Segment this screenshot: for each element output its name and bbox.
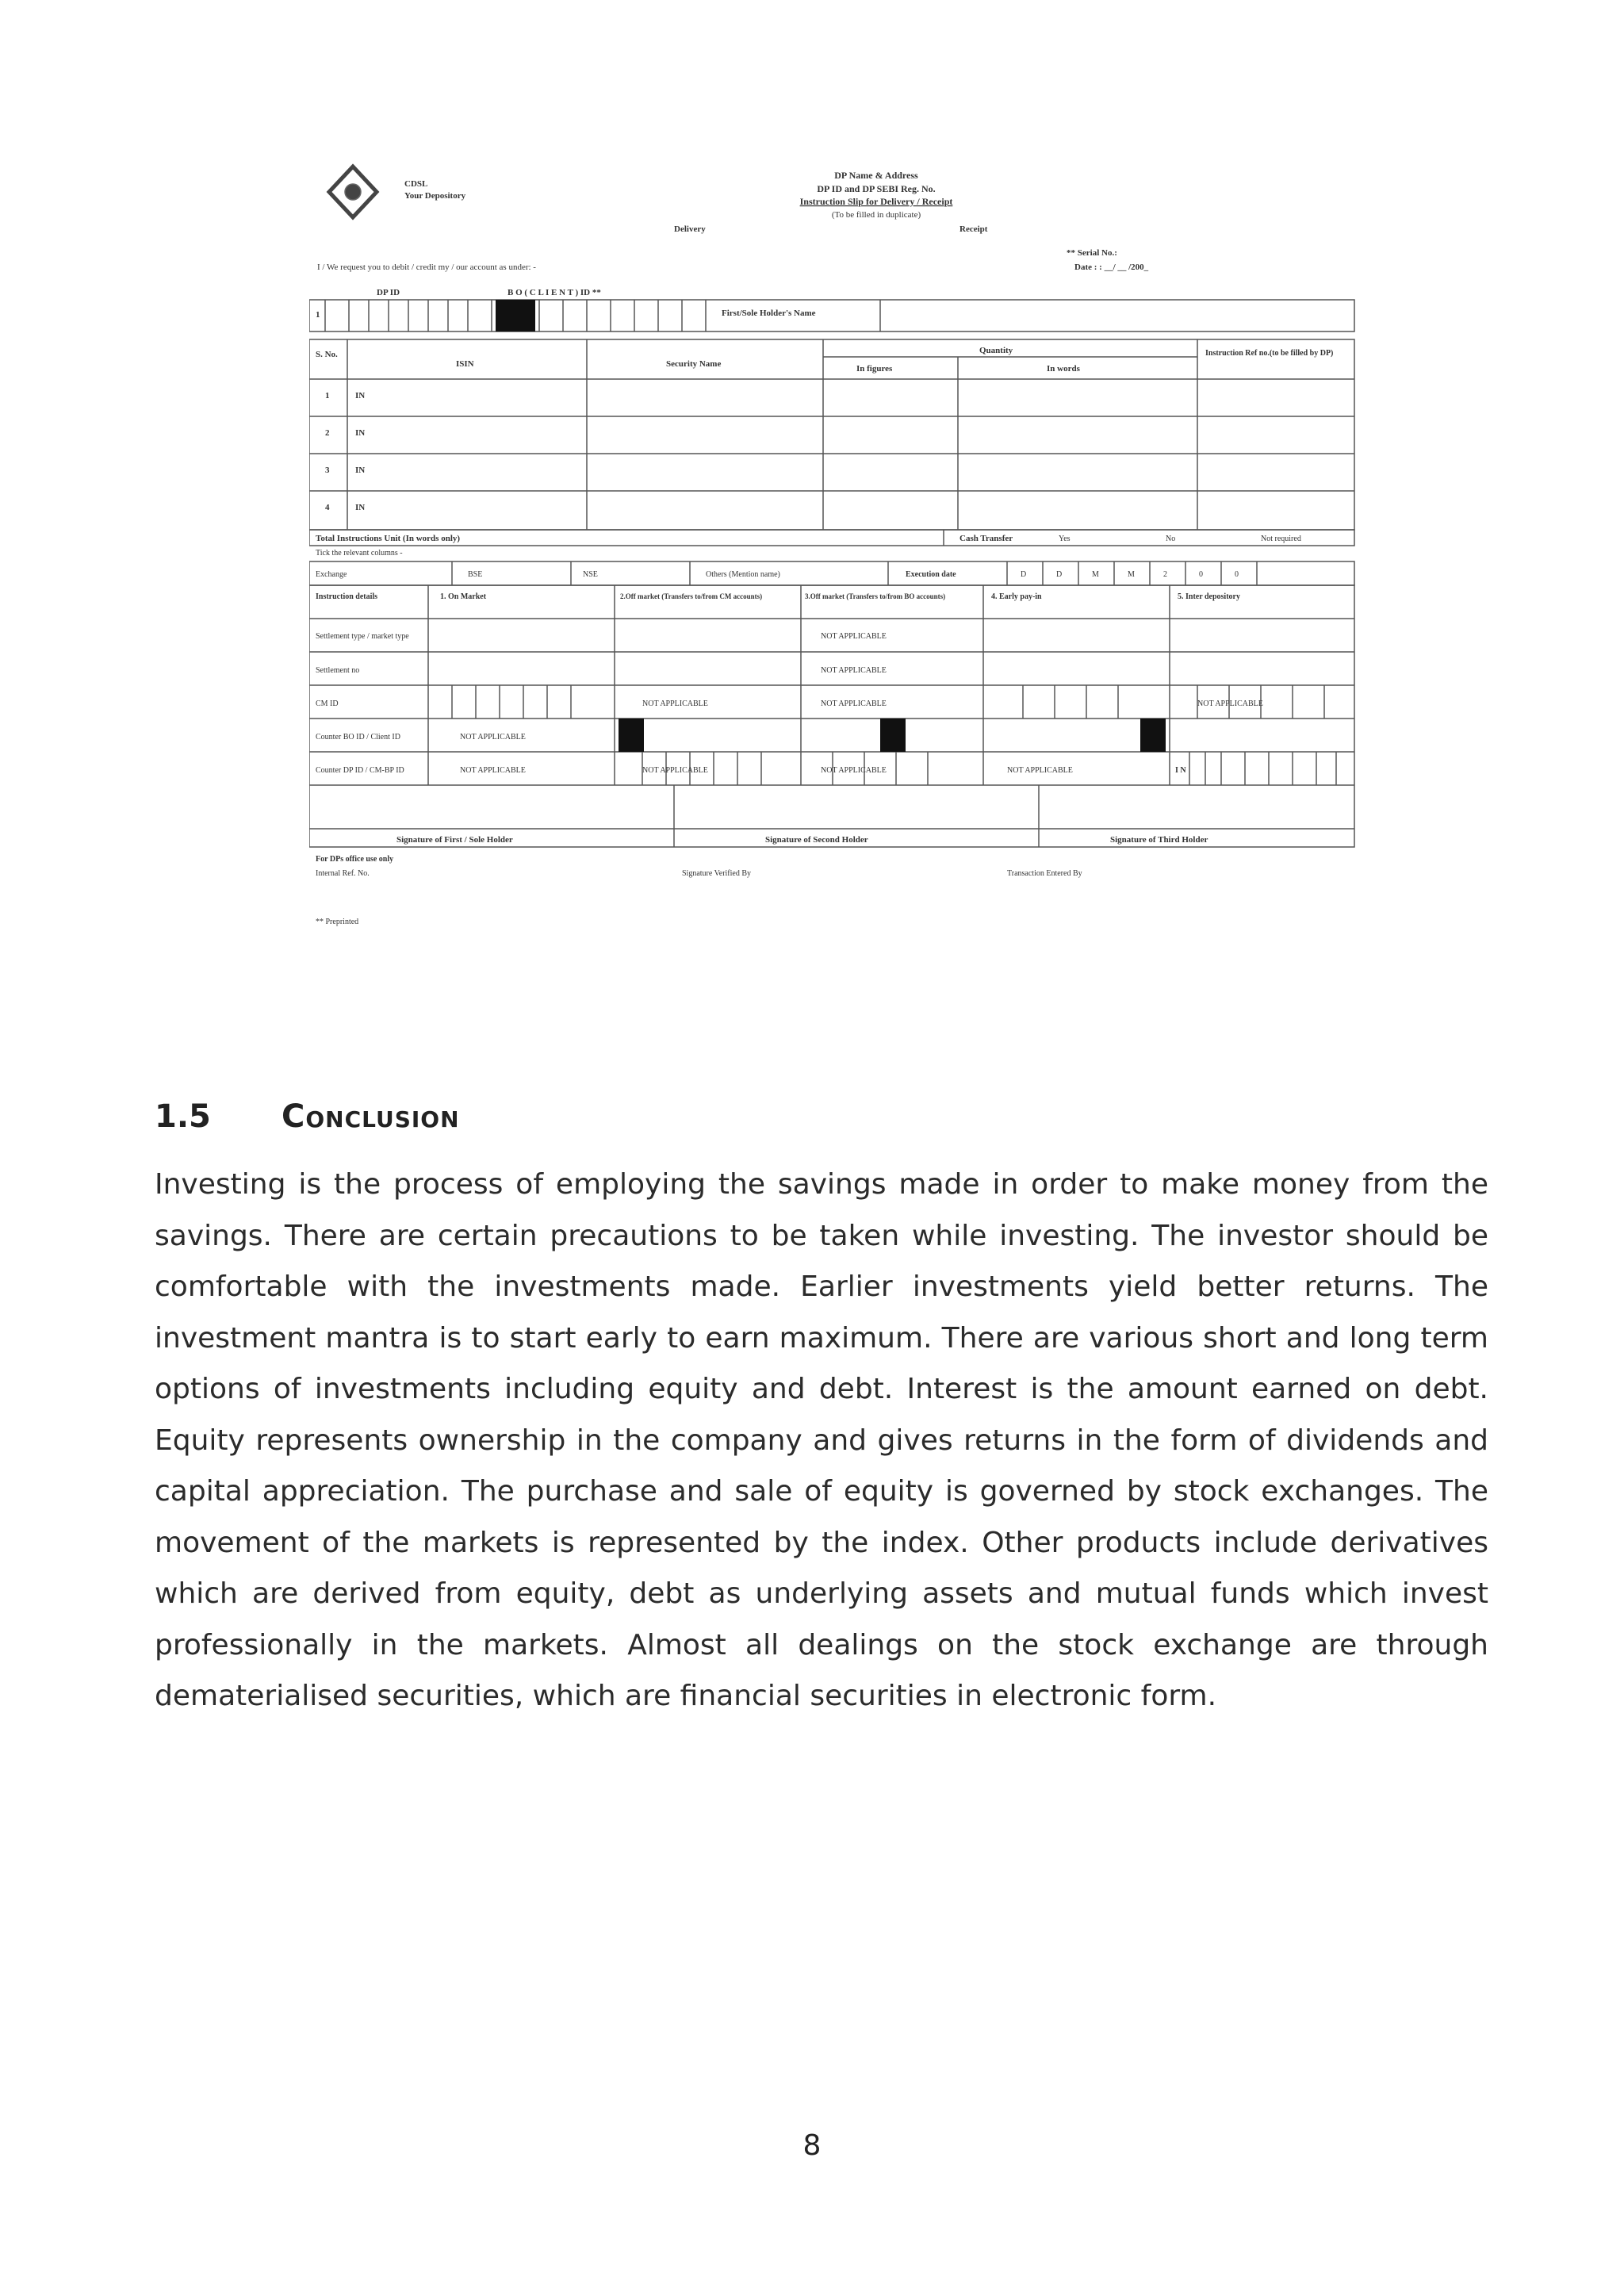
instruction-details-label: Instruction details <box>316 592 378 601</box>
date-box: 0 <box>1199 570 1203 579</box>
col-sno: S. No. <box>316 350 338 359</box>
row-no: 4 <box>325 503 330 512</box>
col-ref: Instruction Ref no.(to be filled by DP) <box>1205 349 1334 358</box>
settlement-no-label: Settlement no <box>316 666 360 675</box>
cash-no: No <box>1166 535 1176 543</box>
col-quantity: Quantity <box>979 346 1013 355</box>
instruction-slip-image <box>309 159 1364 1015</box>
settlement-type-label: Settlement type / market type <box>316 632 409 641</box>
na-text: NOT APPLICABLE <box>460 766 526 775</box>
slip-note: (To be filled in duplicate) <box>831 210 921 220</box>
txn-entered-label: Transaction Entered By <box>1007 869 1082 878</box>
off-market-cm-option: 2.Off market (Transfers to/from CM accounts) <box>620 592 763 600</box>
request-line: I / We request you to debit / credit my / our account as under: - <box>317 263 536 272</box>
sig-second-label: Signature of Second Holder <box>765 835 868 845</box>
others-option: Others (Mention name) <box>706 570 780 579</box>
on-market-option: 1. On Market <box>440 592 487 601</box>
first-holder-label: First/Sole Holder's Name <box>722 308 816 318</box>
date-box: 0 <box>1235 570 1239 579</box>
early-payin-option: 4. Early pay-in <box>991 592 1042 601</box>
na-text: NOT APPLICABLE <box>821 699 887 708</box>
slip-date: Date : : __/ __ /200_ <box>1074 263 1149 272</box>
cdsl-logo-icon <box>329 167 377 217</box>
col-security: Security Name <box>666 359 722 369</box>
date-box: M <box>1128 570 1135 579</box>
bo-client-id-label: B O ( C L I E N T ) ID ** <box>508 288 601 297</box>
svg-text:1: 1 <box>316 310 320 320</box>
logo-line1: CDSL <box>404 179 428 189</box>
na-text: NOT APPLICABLE <box>642 699 708 708</box>
col-figures: In figures <box>856 364 893 374</box>
off-market-bo-option: 3.Off market (Transfers to/from BO accounts) <box>805 592 946 600</box>
na-text: NOT APPLICABLE <box>1007 766 1073 775</box>
date-box: D <box>1056 570 1063 579</box>
na-text: NOT APPLICABLE <box>821 766 887 775</box>
na-text: NOT APPLICABLE <box>1197 699 1263 708</box>
section-number: 1.5 <box>155 1098 211 1135</box>
section-title: Conclusion <box>282 1098 460 1135</box>
total-units-label: Total Instructions Unit (In words only) <box>316 534 461 543</box>
row-in: IN <box>355 466 366 475</box>
logo-line2: Your Depository <box>404 191 466 201</box>
row-no: 1 <box>325 391 330 400</box>
sig-verified-label: Signature Verified By <box>682 869 752 878</box>
cm-id-label: CM ID <box>316 699 339 708</box>
bse-option: BSE <box>468 570 483 579</box>
dp-id-label: DP ID <box>377 288 400 297</box>
col-words: In words <box>1047 364 1080 374</box>
col-isin: ISIN <box>456 359 474 369</box>
date-box: M <box>1092 570 1099 579</box>
slip-title: Instruction Slip for Delivery / Receipt <box>799 196 953 207</box>
cash-not-required: Not required <box>1261 535 1301 543</box>
execution-date-label: Execution date <box>906 570 956 579</box>
na-text: NOT APPLICABLE <box>821 632 887 641</box>
internal-ref-label: Internal Ref. No. <box>316 869 370 878</box>
counter-dp-label: Counter DP ID / CM-BP ID <box>316 766 404 775</box>
exchange-label: Exchange <box>316 570 347 579</box>
preprinted-note: ** Preprinted <box>316 918 359 926</box>
counter-bo-label: Counter BO ID / Client ID <box>316 733 400 742</box>
cash-transfer-label: Cash Transfer <box>959 534 1013 543</box>
receipt-option: Receipt <box>959 224 988 234</box>
row-no: 3 <box>325 466 330 475</box>
na-text: NOT APPLICABLE <box>642 766 708 775</box>
na-text: NOT APPLICABLE <box>821 666 887 675</box>
date-box: 2 <box>1163 570 1167 579</box>
dp-reg: DP ID and DP SEBI Reg. No. <box>817 183 936 194</box>
conclusion-paragraph: Investing is the process of employing the savings made in order to make money from the savings. There are certain precautions to be taken while investing. The investor should be comfortable with the investments made. Earlier investments yield better returns. The investment mantra is to start early to earn maximum. There are various short and long term options of investments including equity and debt. Interest is the amount earned on debt. Equity represents ownership in the company and gives returns in the form of dividends and capital appreciation. The purchase and sale of equity is governed by stock exchanges. The movement of the markets is represented by the index. Other products include derivatives which are derived from equity, debt as underlying assets and mutual funds which invest professionally in the markets. Almost all dealings on the stock exchange are through dematerialised securities, which are financial securities in electronic form. <box>155 1168 1488 1712</box>
tick-columns: Tick the relevant columns - <box>316 549 403 558</box>
inter-depository-option: 5. Inter depository <box>1178 592 1240 601</box>
in-label: I N <box>1175 766 1186 775</box>
nse-option: NSE <box>583 570 598 579</box>
serial-no: ** Serial No.: <box>1067 248 1117 258</box>
page-number: 8 <box>802 2129 822 2162</box>
id-shaded-box <box>496 300 535 331</box>
date-box: D <box>1021 570 1027 579</box>
cash-yes: Yes <box>1059 535 1071 543</box>
sig-third-label: Signature of Third Holder <box>1110 835 1208 845</box>
row-in: IN <box>355 391 366 400</box>
row-in: IN <box>355 503 366 512</box>
dp-name: DP Name & Address <box>834 170 918 181</box>
office-use-label: For DPs office use only <box>316 855 394 864</box>
na-text: NOT APPLICABLE <box>460 733 526 742</box>
delivery-option: Delivery <box>674 224 706 234</box>
row-in: IN <box>355 428 366 438</box>
row-no: 2 <box>325 428 330 438</box>
sig-first-label: Signature of First / Sole Holder <box>396 835 513 845</box>
